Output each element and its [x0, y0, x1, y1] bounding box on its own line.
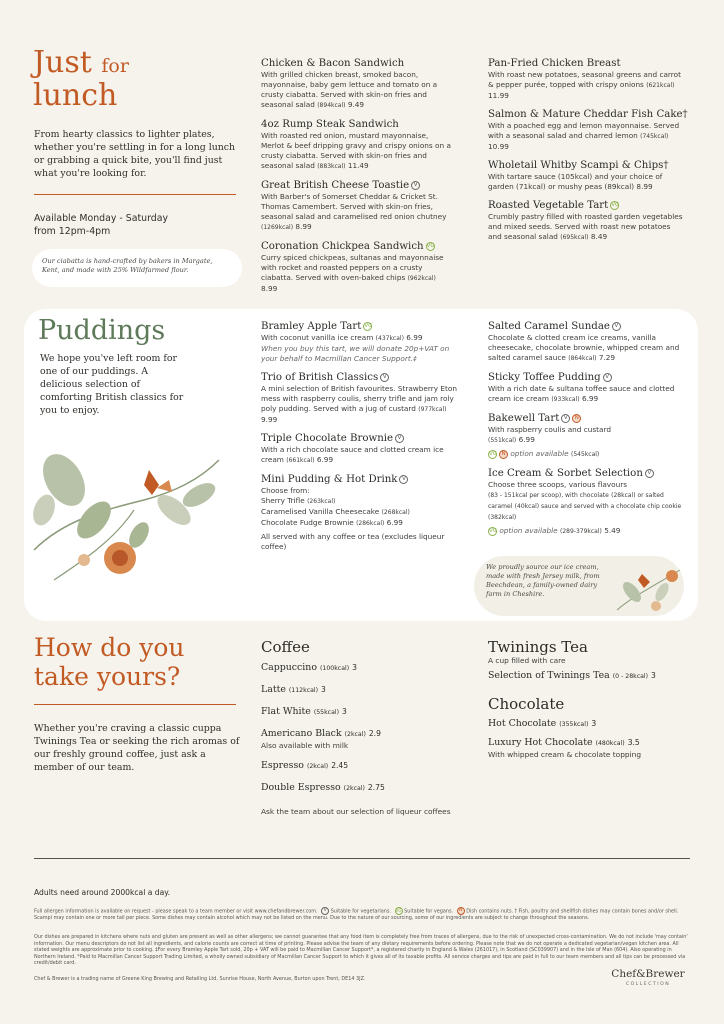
item-desc: With Barber's of Somerset Cheddar & Cricket St. Thomas Camembert. Served with skin-on fries, seasonal salad and caramelised red onion chutney (1269kcal) 8.99 — [261, 192, 447, 231]
menu-item — [261, 473, 461, 552]
tea-chocolate-section — [488, 638, 688, 760]
vegan-icon: VG — [489, 527, 498, 534]
item-desc: With a rich date & sultana toffee sauce and clotted cream ice cream (933kcal) 6.99 — [488, 384, 675, 403]
menu-item — [488, 108, 686, 152]
item-name: 4oz Rump Steak Sandwich — [261, 119, 399, 130]
vegan-icon: VG — [489, 450, 498, 457]
menu-item — [261, 57, 453, 111]
vegetarian-icon: V — [321, 907, 329, 915]
item-desc: Choose three scoops, various flavours (83 - 151kcal per scoop), with chocolate (28kcal) or salted caramel (40kcal) sauce and served with a chocolate chip cookie (382kcal) — [488, 480, 682, 521]
item-name: Coronation Chickpea Sandwich VG — [261, 241, 435, 252]
liqueur-note: Ask the team about our selection of liqueur coffees — [261, 807, 451, 816]
luxury-note: With whipped cream & chocolate topping — [488, 750, 642, 759]
vegetarian-icon: V — [399, 475, 408, 484]
drink-item: Cappuccino (100kcal) 3 — [261, 662, 357, 673]
floral-illustration-icon — [24, 440, 224, 600]
item-desc: With a rich chocolate sauce and clotted cream ice cream (661kcal) 6.99 — [261, 445, 444, 464]
bakewell-option: VG N option available (545kcal) — [489, 449, 600, 458]
item-desc: With coconut vanilla ice cream (437kcal) 6.99 — [261, 333, 423, 342]
item-desc: With roast new potatoes, seasonal greens and carrot & pepper purée, topped with crispy onions (621kcal) 11.99 — [488, 70, 681, 100]
drink-item: Luxury Hot Chocolate (480kcal) 3.5 — [488, 737, 640, 748]
vegetarian-icon: V — [380, 373, 389, 382]
menu-item — [261, 371, 461, 425]
icecream-option: VG option available (289-379kcal) 5.49 — [489, 526, 621, 535]
nuts-icon: N — [457, 907, 465, 915]
nuts-icon: N — [499, 450, 508, 459]
menu-item — [261, 320, 461, 364]
item-desc: Chocolate & clotted cream ice creams, vanilla cheesecake, chocolate brownie, whipped cream and salted caramel sauce (864kcal) 7.29 — [488, 333, 680, 362]
item-name: Bakewell Tart V N — [488, 412, 686, 425]
item-name: Salted Caramel Sundae V — [488, 320, 686, 333]
menu-item — [488, 412, 686, 460]
drink-item: Americano Black (2kcal) 2.9 — [261, 728, 381, 739]
item-name: Ice Cream & Sorbet Selection V — [488, 467, 686, 480]
menu-item — [261, 118, 453, 172]
menu-item — [261, 432, 461, 466]
allergen-info: Full allergen information is available on request - please speak to a team member or visit www.chefandbrewer.com. V Suitable for vegetarians. VG Suitable for vegans. N Dish contains nuts. † Fish, poultry and shellfish dishes may contain bones and/or shell. Scampi may contain one or more tail per piece. Some dishes may contain alcohol which may not be listed on the menu. Due to the nature of our sourcing, some of our ingredients are subject to change throughout the seasons. — [34, 908, 679, 922]
lunch-intro: From hearty classics to lighter plates, whether you're settling in for a long lunch or grabbing a quick bite, you'll find just what you're looking for. — [34, 129, 236, 179]
item-desc: Crumbly pastry filled with roasted garden vegetables and mixed seeds. Served with roast new potatoes and seasonal salad (695kcal) 8.49 — [488, 212, 683, 241]
chocolate-heading: Chocolate — [488, 695, 565, 713]
item-desc: Curry spiced chickpeas, sultanas and mayonnaise with rocket and roasted peppers on a crusty ciabatta. Served with oven-baked chips (962kcal) 8.99 — [261, 253, 444, 293]
vegetarian-icon: V — [411, 181, 420, 190]
trading-name: Chef & Brewer is a trading name of Greene King Brewing and Retailing Ltd, Sunrise House, North Avenue, Burton upon Trent, DE14 3JZ. — [34, 976, 366, 982]
macmillan-note: When you buy this tart, we will donate 20p+VAT on your behalf to Macmillan Cancer Support.‡ — [261, 344, 450, 363]
tea-subtitle: A cup filled with care — [488, 656, 566, 665]
vegan-icon: VG — [426, 242, 435, 249]
item-desc: With tartare sauce (105kcal) and your choice of garden (71kcal) or mushy peas (89kcal) 8.99 — [488, 172, 663, 191]
title-for: for — [101, 55, 129, 77]
item-name: Great British Cheese Toastie V — [261, 179, 453, 192]
vegetarian-icon: V — [612, 322, 621, 331]
item-name: Sticky Toffee Pudding V — [488, 371, 686, 384]
menu-item — [488, 57, 686, 101]
drinks-title — [34, 633, 184, 691]
drink-item: Flat White (55kcal) 3 — [261, 706, 347, 717]
puddings-title: Puddings — [38, 315, 166, 346]
lunch-availability — [34, 212, 204, 238]
lunch-column-right — [488, 57, 686, 250]
drink-item: Espresso (2kcal) 2.45 — [261, 760, 349, 771]
item-desc: A mini selection of British favourites. Strawberry Eton mess with raspberry coulis, sherry trifle and jam roly poly pudding. Served with a jug of custard (977kcal) 9.99 — [261, 384, 457, 424]
vegan-icon: VG — [364, 322, 373, 329]
coffee-section — [261, 638, 471, 817]
brand-name: Chef&Brewer — [611, 968, 685, 980]
menu-item — [488, 467, 686, 537]
small-floral-icon — [612, 562, 684, 614]
drink-item: Hot Chocolate (355kcal) 3 — [488, 718, 597, 729]
item-name: Trio of British Classics V — [261, 371, 461, 384]
item-desc: Choose from: Sherry Trifle (263kcal) Caramelised Vanilla Cheesecake (268kcal) Chocolate Fudge Brownie (286kcal) 6.99 All served with any coffee or tea (excludes liqueur coffee) — [261, 486, 445, 551]
drinks-title-line-1: How do you — [34, 633, 185, 662]
lunch-divider — [34, 194, 236, 195]
drink-item: Selection of Twinings Tea (0 - 28kcal) 3 — [488, 670, 656, 681]
footer-divider — [34, 858, 690, 859]
item-name: Salmon & Mature Cheddar Fish Cake† — [488, 109, 688, 120]
vegetarian-icon: V — [603, 373, 612, 382]
title-lunch: lunch — [33, 78, 118, 113]
item-desc: With a poached egg and lemon mayonnaise. Served with a seasonal salad and charred lemon (745kcal) 10.99 — [488, 121, 680, 151]
item-name: Mini Pudding & Hot Drink V — [261, 473, 461, 486]
title-just: Just — [33, 45, 92, 80]
availability-hours: from 12pm-4pm — [34, 226, 111, 237]
menu-item — [261, 179, 453, 233]
ciabatta-note: Our ciabatta is hand-crafted by bakers in Margate, Kent, and made with 25% Wildfarmed flour. — [32, 249, 242, 287]
drink-item: Double Espresso (2kcal) 2.75 — [261, 782, 385, 793]
tea-heading: Twinings Tea — [488, 638, 588, 656]
lunch-column-left — [261, 57, 453, 301]
drinks-title-line-2: take yours? — [34, 662, 181, 691]
item-desc: With grilled chicken breast, smoked bacon, mayonnaise, baby gem lettuce and tomato on a crusty ciabatta. Served with skin-on fries and seasonal salad (894kcal) 9.49 — [261, 70, 438, 109]
item-desc: With roasted red onion, mustard mayonnaise, Merlot & beef dripping gravy and crispy onions on a crusty ciabatta. Served with skin-on fries and seasonal salad (883kcal) 11.49 — [261, 131, 451, 170]
icecream-note-text: We proudly source our ice cream, made with fresh Jersey milk, from Beechdean, a family-owned dairy farm in Cheshire. — [486, 563, 600, 598]
nuts-icon: N — [572, 414, 581, 423]
item-name: Roasted Vegetable Tart VG — [488, 200, 620, 211]
item-name: Bramley Apple Tart VG — [261, 321, 373, 332]
lunch-title — [33, 45, 129, 113]
fine-print: Our dishes are prepared in kitchens where nuts and gluten are present as well as other allergens; we cannot guarantee that any food item is completely free from traces of allergens, due to the risk of unexpected cross-contamination. We do not include 'may contain' information. Our menu descriptors do not list all ingredients, and calorie counts are correct at time of printing. Please advise the team of any dietary requirements before ordering. Please note that we do not operate a dedicated vegetarian/vegan kitchen area. All stated weights are approximate prior to cooking. ‡For every Bramley Apple Tart sold, 20p + VAT will be paid to Macmillan Cancer Support*, a registered charity in England & Wales (261017), in Scotland (SC039907) and in the Isle of Man (604). Also operating in Northern Ireland. *Paid to Macmillan Cancer Support Trading Limited, a wholly owned subsidiary of Macmillan Cancer Support to which it gives all of its taxable profits. All service charges and tips are paid in full to our team members and all tips can be processed via credit/debit card. — [34, 934, 688, 967]
puddings-column-right — [488, 320, 686, 544]
item-name: Pan-Fried Chicken Breast — [488, 58, 621, 69]
puddings-intro: We hope you've left room for one of our puddings. A delicious selection of comforting British classics for you to enjoy. — [40, 353, 184, 416]
vegan-icon: VG — [395, 908, 402, 913]
vegetarian-icon: V — [561, 414, 570, 423]
americano-note: Also available with milk — [261, 741, 349, 750]
brand-collection: COLLECTION — [625, 982, 671, 987]
menu-item — [488, 199, 686, 243]
menu-item — [488, 371, 686, 405]
kcal-advice: Adults need around 2000kcal a day. — [34, 888, 171, 897]
puddings-column-left — [261, 320, 461, 559]
drinks-divider — [34, 704, 236, 705]
item-name: Chicken & Bacon Sandwich — [261, 58, 405, 69]
vegetarian-icon: V — [395, 434, 404, 443]
menu-item — [488, 320, 686, 364]
brand-logo — [603, 968, 693, 987]
coffee-heading: Coffee — [261, 638, 310, 656]
drinks-intro: Whether you're craving a classic cuppa Twinings Tea or seeking the rich aromas of our freshly ground coffee, just ask a member of our team. — [34, 723, 240, 773]
item-name: Wholetail Whitby Scampi & Chips† — [488, 160, 669, 171]
item-name: Triple Chocolate Brownie V — [261, 432, 461, 445]
vegetarian-icon: V — [645, 469, 654, 478]
item-desc: With raspberry coulis and custard (551kcal) 6.99 — [488, 425, 612, 444]
vegan-icon: VG — [611, 201, 620, 208]
drink-item: Latte (112kcal) 3 — [261, 684, 326, 695]
menu-item — [488, 159, 686, 192]
menu-item — [261, 240, 453, 294]
availability-days: Available Monday - Saturday — [34, 213, 169, 224]
